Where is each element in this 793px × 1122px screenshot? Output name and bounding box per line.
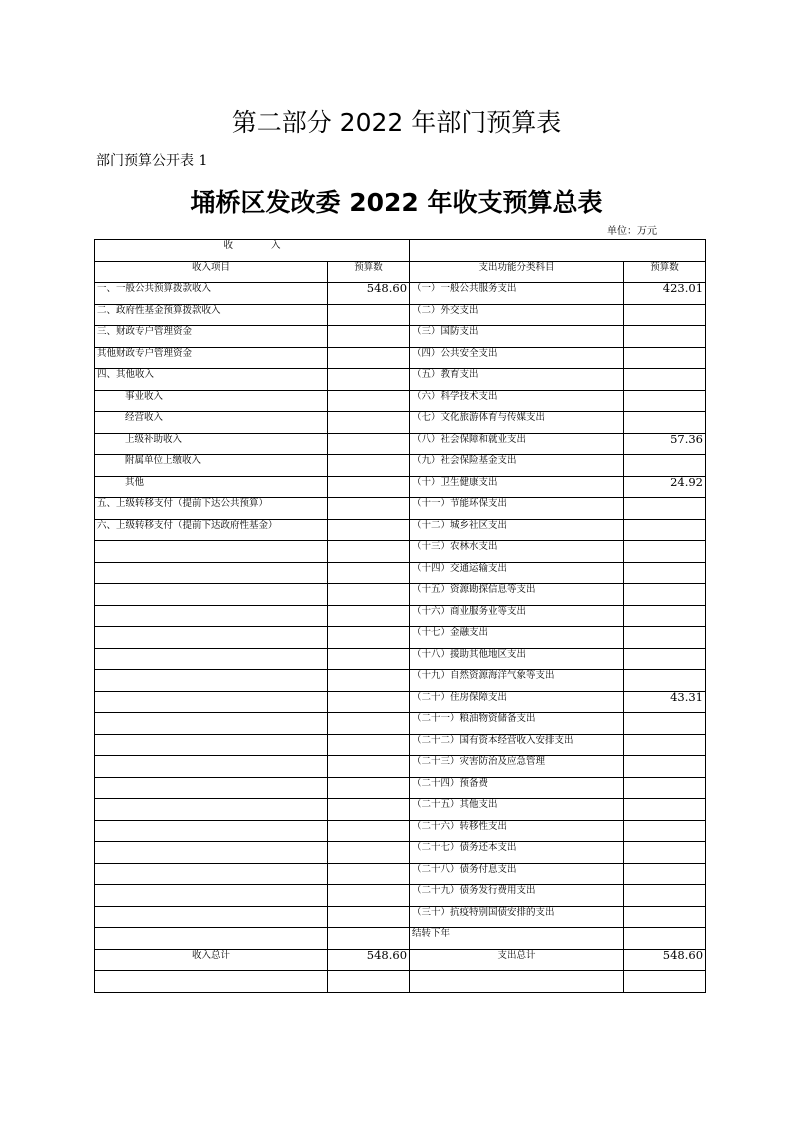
totals-row [95,949,706,971]
expense-amount [624,906,706,928]
income-item: 上级补助收入 [95,433,328,455]
table-row [95,670,706,692]
income-amount [328,670,410,692]
expense-amount: 43.31 [624,691,706,713]
expense-amount [624,863,706,885]
expense-amount [624,627,706,649]
table-row [95,713,706,735]
expense-amount [624,498,706,520]
income-item: 经营收入 [95,412,328,434]
income-amount: 548.60 [328,283,410,305]
income-amount [328,756,410,778]
expense-amount [624,670,706,692]
table-row [95,584,706,606]
total-expense-amount: 548.60 [624,949,706,971]
income-item [95,756,328,778]
table-row [95,799,706,821]
expense-item: （三十）抗疫特别国债安排的支出 [410,906,624,928]
expense-item: （四）公共安全支出 [410,347,624,369]
income-item [95,842,328,864]
expense-amount [624,648,706,670]
expense-item: （一）一般公共服务支出 [410,283,624,305]
expense-group-header [410,240,706,262]
income-amount [328,820,410,842]
expense-item: （二十七）债务还本支出 [410,842,624,864]
income-item: 其他 [95,476,328,498]
expense-item: （八）社会保障和就业支出 [410,433,624,455]
expense-amount [624,584,706,606]
table-row [95,326,706,348]
expense-amount-header: 预算数 [624,261,706,283]
income-item [95,627,328,649]
table-row [95,605,706,627]
expense-item: （二十六）转移性支出 [410,820,624,842]
expense-item: （十）卫生健康支出 [410,476,624,498]
income-amount [328,584,410,606]
expense-item: （十八）援助其他地区支出 [410,648,624,670]
expense-item: （十一）节能环保支出 [410,498,624,520]
table-row [95,928,706,950]
income-item [95,885,328,907]
income-amount [328,713,410,735]
income-group-header: 收 入 [95,240,410,262]
income-amount [328,691,410,713]
expense-item: （二十九）债务发行费用支出 [410,885,624,907]
expense-item: （三）国防支出 [410,326,624,348]
table-row [95,304,706,326]
income-amount [328,648,410,670]
expense-item: 结转下年 [410,928,624,950]
table-row [95,433,706,455]
income-amount [328,627,410,649]
expense-amount [624,519,706,541]
expense-item: （二十）住房保障支出 [410,691,624,713]
income-item: 二、政府性基金预算拨款收入 [95,304,328,326]
income-amount [328,605,410,627]
total-income-label: 收入总计 [95,949,328,971]
table-row [95,627,706,649]
income-item [95,541,328,563]
table-row [95,863,706,885]
expense-amount: 57.36 [624,433,706,455]
income-item [95,799,328,821]
income-item [95,713,328,735]
expense-amount [624,756,706,778]
income-item: 一、一般公共预算拨款收入 [95,283,328,305]
expense-item: （九）社会保险基金支出 [410,455,624,477]
expense-item: （六）科学技术支出 [410,390,624,412]
expense-item-header: 支出功能分类科目 [410,261,624,283]
table-row [95,519,706,541]
expense-item: （二十三）灾害防治及应急管理 [410,756,624,778]
income-amount [328,541,410,563]
income-amount [328,885,410,907]
income-amount [328,863,410,885]
table-row [95,820,706,842]
expense-item: （十六）商业服务业等支出 [410,605,624,627]
expense-amount [624,713,706,735]
income-amount [328,347,410,369]
table-row [95,412,706,434]
expense-amount: 423.01 [624,283,706,305]
income-item: 三、财政专户管理资金 [95,326,328,348]
total-income-amount: 548.60 [328,949,410,971]
total-expense-label: 支出总计 [410,949,624,971]
expense-amount [624,605,706,627]
income-amount [328,326,410,348]
expense-item: （十三）农林水支出 [410,541,624,563]
group-header-row [95,240,706,262]
expense-item: （二十一）粮油物资储备支出 [410,713,624,735]
page-title: 埇桥区发改委 2022 年收支预算总表 [190,188,603,217]
income-item [95,820,328,842]
expense-item: （十二）城乡社区支出 [410,519,624,541]
income-amount [328,390,410,412]
expense-item: （十四）交通运输支出 [410,562,624,584]
expense-amount [624,412,706,434]
table-row [95,756,706,778]
expense-item: （二十八）债务付息支出 [410,863,624,885]
income-item [95,777,328,799]
table-row [95,906,706,928]
table-subtitle: 部门预算公开表 1 [96,153,208,169]
income-amount [328,369,410,391]
budget-summary-table [94,239,706,993]
part-title: 第二部分 2022 年部门预算表 [231,108,562,137]
expense-amount [624,842,706,864]
income-amount [328,906,410,928]
income-item [95,605,328,627]
income-item [95,648,328,670]
table-row [95,476,706,498]
table-row [95,691,706,713]
expense-amount [624,799,706,821]
table-row [95,971,706,993]
income-amount-header: 预算数 [328,261,410,283]
expense-item: （二十四）预备费 [410,777,624,799]
table-row [95,369,706,391]
income-amount [328,734,410,756]
table-row [95,562,706,584]
income-amount [328,562,410,584]
expense-item: （七）文化旅游体育与传媒支出 [410,412,624,434]
expense-item: （十九）自然资源海洋气象等支出 [410,670,624,692]
income-item: 事业收入 [95,390,328,412]
expense-item: （五）教育支出 [410,369,624,391]
expense-amount [624,455,706,477]
table-row [95,347,706,369]
expense-item: （二十二）国有资本经营收入安排支出 [410,734,624,756]
expense-amount [624,304,706,326]
expense-amount [624,326,706,348]
income-item [95,691,328,713]
table-row [95,455,706,477]
income-amount [328,777,410,799]
income-item: 附属单位上缴收入 [95,455,328,477]
table-row [95,283,706,305]
income-amount [328,412,410,434]
expense-amount [624,541,706,563]
table-row [95,842,706,864]
income-item: 四、其他收入 [95,369,328,391]
income-amount [328,433,410,455]
expense-amount [624,734,706,756]
income-item [95,863,328,885]
expense-amount [624,885,706,907]
income-item [95,670,328,692]
income-amount [328,498,410,520]
income-amount [328,476,410,498]
income-amount [328,799,410,821]
expense-item: （十七）金融支出 [410,627,624,649]
table-row [95,885,706,907]
income-amount [328,455,410,477]
income-amount [328,519,410,541]
table-body [95,240,706,993]
table-row [95,777,706,799]
income-item: 六、上级转移支付（提前下达政府性基金） [95,519,328,541]
income-amount [328,842,410,864]
unit-label: 单位：万元 [607,226,657,237]
expense-item: （二）外交支出 [410,304,624,326]
expense-amount [624,562,706,584]
expense-amount: 24.92 [624,476,706,498]
table-row [95,541,706,563]
table-row [95,648,706,670]
income-item [95,928,328,950]
expense-amount [624,369,706,391]
expense-item: （十五）资源勘探信息等支出 [410,584,624,606]
table-row [95,734,706,756]
income-item [95,906,328,928]
expense-amount [624,820,706,842]
expense-item: （二十五）其他支出 [410,799,624,821]
income-amount [328,304,410,326]
income-item [95,562,328,584]
table-row [95,498,706,520]
income-item-header: 收入项目 [95,261,328,283]
table-row [95,390,706,412]
income-item: 五、上级转移支付（提前下达公共预算） [95,498,328,520]
income-item [95,584,328,606]
income-item [95,734,328,756]
income-amount [328,928,410,950]
column-header-row [95,261,706,283]
expense-amount [624,347,706,369]
income-item: 其他财政专户管理资金 [95,347,328,369]
expense-amount [624,928,706,950]
expense-amount [624,390,706,412]
expense-amount [624,777,706,799]
